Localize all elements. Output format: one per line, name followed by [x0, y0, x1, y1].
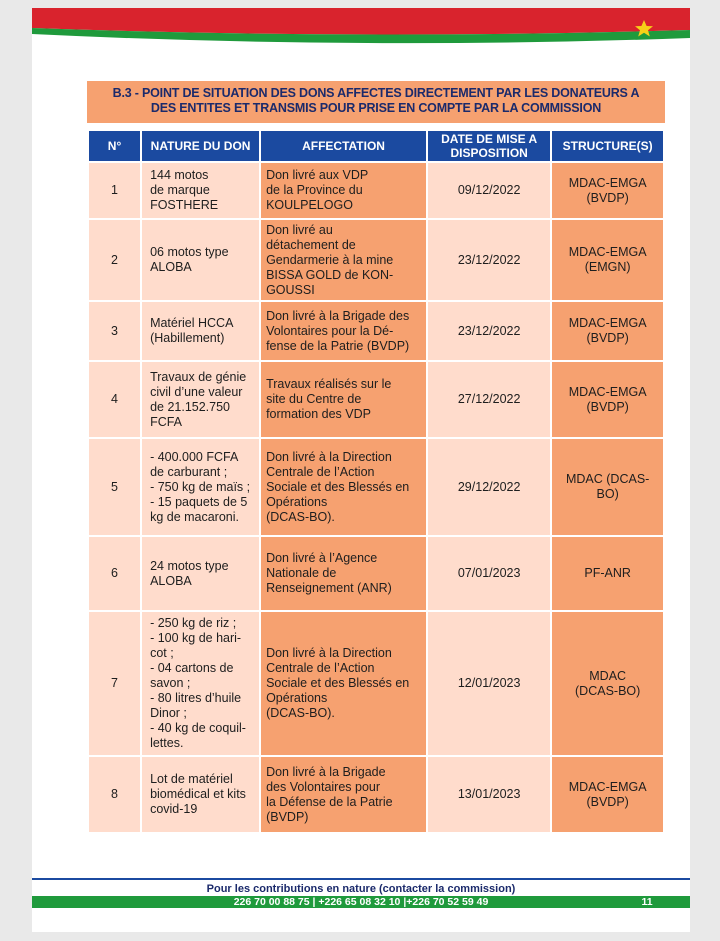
cell-date: 07/01/2023 — [428, 537, 550, 610]
cell-num: 8 — [89, 757, 140, 832]
cell-affectation: Travaux réalisés sur le site du Centre de formation des VDP — [261, 362, 426, 437]
header-structure: STRUCTURE(S) — [552, 131, 663, 161]
footer-phones: 226 70 00 88 75 | +226 65 08 32 10 |+226 70 52 59 49 — [233, 896, 489, 908]
cell-nature: 24 motos type ALOBA — [142, 537, 259, 610]
section-title — [87, 81, 665, 123]
cell-date: 23/12/2022 — [428, 302, 550, 360]
table-row — [89, 612, 663, 755]
cell-affectation: Don livré à la Direction Centrale de l’Action Sociale et des Blessés en Opérations (DCAS-BO). — [261, 612, 426, 755]
cell-affectation: Don livré à la Brigade des Volontaires pour la Dé- fense de la Patrie (BVDP) — [261, 302, 426, 360]
cell-structure: MDAC-EMGA (EMGN) — [552, 220, 663, 300]
footer-note: Pour les contributions en nature (contacter la commission) — [206, 883, 516, 895]
cell-structure: MDAC (DCAS-BO) — [552, 612, 663, 755]
cell-num: 5 — [89, 439, 140, 535]
header-num: N° — [89, 131, 140, 161]
cell-date: 09/12/2022 — [428, 163, 550, 218]
cell-affectation: Don livré au détachement de Gendarmerie à la mine BISSA GOLD de KON- GOUSSI — [261, 220, 426, 300]
cell-nature: Travaux de génie civil d’une valeur de 21.152.750 FCFA — [142, 362, 259, 437]
cell-num: 2 — [89, 220, 140, 300]
cell-affectation: Don livré aux VDP de la Province du KOULPELOGO — [261, 163, 426, 218]
table-row — [89, 439, 663, 535]
cell-date: 12/01/2023 — [428, 612, 550, 755]
table-row — [89, 757, 663, 832]
table-row — [89, 537, 663, 610]
cell-structure: MDAC-EMGA (BVDP) — [552, 757, 663, 832]
cell-nature: - 250 kg de riz ; - 100 kg de hari- cot ; - 04 cartons de savon ; - 80 litres d’huile Dinor ; - 40 kg de coquil- lettes. — [142, 612, 259, 755]
cell-date: 29/12/2022 — [428, 439, 550, 535]
cell-nature: 144 motos de marque FOSTHERE — [142, 163, 259, 218]
cell-nature: 06 motos type ALOBA — [142, 220, 259, 300]
header-nature: NATURE DU DON — [142, 131, 259, 161]
document-page — [32, 8, 690, 932]
cell-structure: MDAC-EMGA (BVDP) — [552, 163, 663, 218]
table-row — [89, 163, 663, 218]
page-number: 11 — [641, 896, 653, 908]
cell-num: 7 — [89, 612, 140, 755]
cell-structure: PF-ANR — [552, 537, 663, 610]
header-date: DATE DE MISE A DISPOSITION — [428, 131, 550, 161]
cell-structure: MDAC-EMGA (BVDP) — [552, 302, 663, 360]
table-header-row — [89, 131, 663, 161]
donations-table — [87, 129, 665, 834]
cell-num: 6 — [89, 537, 140, 610]
cell-affectation: Don livré à l’Agence Nationale de Renseignement (ANR) — [261, 537, 426, 610]
cell-structure: MDAC-EMGA (BVDP) — [552, 362, 663, 437]
section-title-line-1: B.3 - POINT DE SITUATION DES DONS AFFECTES DIRECTEMENT PAR LES DONATEURS A — [112, 86, 640, 100]
cell-date: 13/01/2023 — [428, 757, 550, 832]
table-row — [89, 362, 663, 437]
cell-structure: MDAC (DCAS- BO) — [552, 439, 663, 535]
cell-num: 4 — [89, 362, 140, 437]
cell-date: 27/12/2022 — [428, 362, 550, 437]
cell-nature: Lot de matériel biomédical et kits covid-19 — [142, 757, 259, 832]
cell-date: 23/12/2022 — [428, 220, 550, 300]
cell-num: 3 — [89, 302, 140, 360]
cell-nature: Matériel HCCA (Habillement) — [142, 302, 259, 360]
footer-divider — [32, 878, 690, 880]
header-affectation: AFFECTATION — [261, 131, 426, 161]
cell-num: 1 — [89, 163, 140, 218]
table-row — [89, 220, 663, 300]
flag-header-band — [32, 8, 690, 48]
table-row — [89, 302, 663, 360]
section-title-line-2: DES ENTITES ET TRANSMIS POUR PRISE EN COMPTE PAR LA COMMISSION — [150, 101, 602, 115]
cell-affectation: Don livré à la Brigade des Volontaires pour la Défense de la Patrie (BVDP) — [261, 757, 426, 832]
cell-nature: - 400.000 FCFA de carburant ; - 750 kg de maïs ; - 15 paquets de 5 kg de macaroni. — [142, 439, 259, 535]
cell-affectation: Don livré à la Direction Centrale de l’Action Sociale et des Blessés en Opérations (DCAS-BO). — [261, 439, 426, 535]
